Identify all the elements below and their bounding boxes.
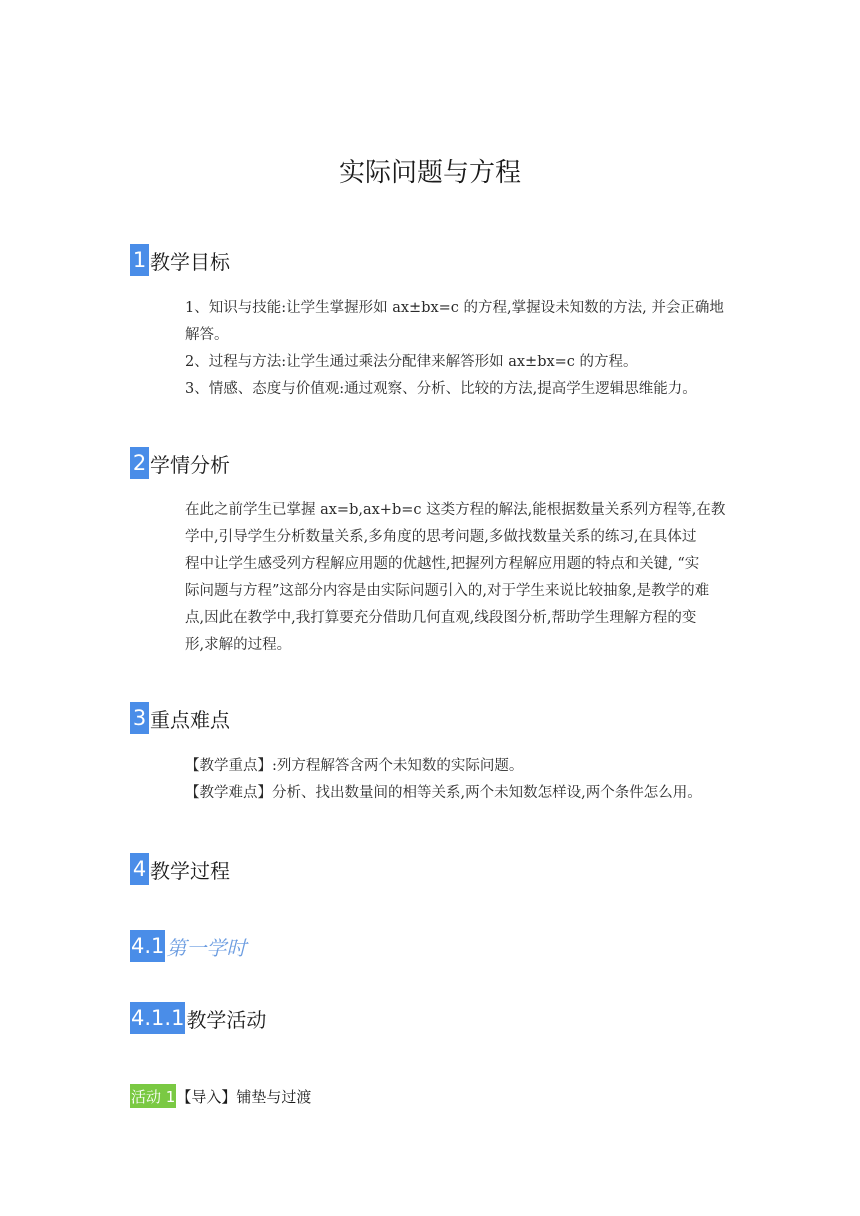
section-title: 教学活动 xyxy=(186,1007,267,1032)
text-line: 点,因此在教学中,我打算要充分借助几何直观,线段图分析,帮助学生理解方程的变 xyxy=(185,610,697,626)
text-line: 在此之前学生已掌握 ax=b,ax+b=c 这类方程的解法,能根据数量关系列方程等,在教 xyxy=(185,502,726,518)
section-number: 4 xyxy=(130,853,149,885)
text-line: 【教学难点】分析、找出数量间的相等关系,两个未知数怎样设,两个条件怎么用。 xyxy=(185,785,702,801)
activity-heading xyxy=(130,1084,311,1108)
section-heading-teaching-goals xyxy=(130,244,230,276)
section-heading-student-analysis xyxy=(130,447,230,479)
section-heading-key-points xyxy=(130,702,230,734)
section-title: 教学目标 xyxy=(150,249,230,274)
text-line: 程中让学生感受列方程解应用题的优越性,把握列方程解应用题的特点和关键, “实 xyxy=(185,556,700,572)
subsection-heading-first-lesson xyxy=(130,930,246,962)
student-analysis-text xyxy=(185,497,745,659)
section-title: 第一学时 xyxy=(166,935,247,960)
text-line: 2、过程与方法:让学生通过乘法分配律来解答形如 ax±bx=c 的方程。 xyxy=(185,354,638,370)
section-number: 1 xyxy=(130,244,149,276)
text-line: 解答。 xyxy=(185,327,229,343)
section-number: 4.1.1 xyxy=(130,1002,185,1034)
text-line: 学中,引导学生分析数量关系,多角度的思考问题,多做找数量关系的练习,在具体过 xyxy=(185,529,697,545)
activity-tag: 活动 1 xyxy=(130,1084,176,1108)
section-number: 4.1 xyxy=(130,930,165,962)
text-line: 际问题与方程”这部分内容是由实际问题引入的,对于学生来说比较抽象,是教学的难 xyxy=(185,583,710,599)
section-number: 3 xyxy=(130,702,149,734)
text-line: 【教学重点】:列方程解答含两个未知数的实际问题。 xyxy=(185,758,524,774)
text-line: 3、情感、态度与价值观:通过观察、分析、比较的方法,提高学生逻辑思维能力。 xyxy=(185,381,697,397)
activity-title: 【导入】铺垫与过渡 xyxy=(176,1087,312,1106)
section-title: 重点难点 xyxy=(150,707,230,732)
text-line: 形,求解的过程。 xyxy=(185,637,292,653)
text-line: 1、知识与技能:让学生掌握形如 ax±bx=c 的方程,掌握设未知数的方法, 并会正确地 xyxy=(185,300,724,316)
section-heading-teaching-process xyxy=(130,853,230,885)
section-title: 教学过程 xyxy=(150,858,230,883)
key-points-text xyxy=(185,753,745,807)
section-title: 学情分析 xyxy=(150,452,230,477)
subsection-heading-teaching-activity xyxy=(130,1002,266,1034)
document-title: 实际问题与方程 xyxy=(338,158,521,188)
teaching-goals-text xyxy=(185,295,745,403)
section-number: 2 xyxy=(130,447,149,479)
